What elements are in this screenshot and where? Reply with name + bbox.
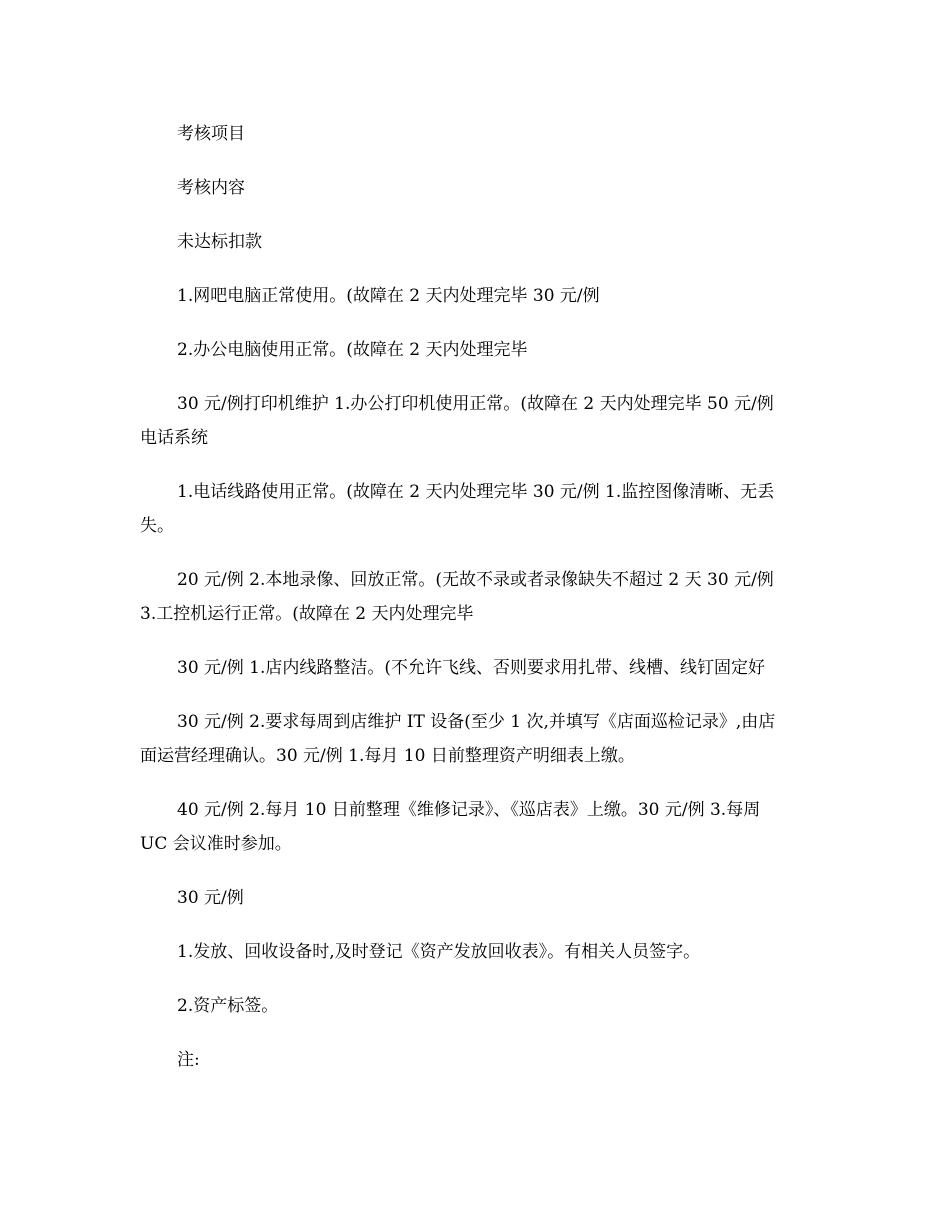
text-line: 面运营经理确认。30 元/例 1.每月 10 日前整理资产明细表上缴。 (140, 746, 635, 766)
text-line: 40 元/例 2.每月 10 日前整理《维修记录》、《巡店表》上缴。30 元/例 3.每周 (177, 800, 761, 820)
text-line: 2.办公电脑使用正常。(故障在 2 天内处理完毕 (177, 340, 528, 360)
text-line: 失。 (140, 516, 174, 536)
text-line: 30 元/例 (177, 888, 244, 908)
text-line: 30 元/例 1.店内线路整洁。(不允许飞线、否则要求用扎带、线槽、线钉固定好 (177, 658, 766, 678)
text-line: 注: (177, 1050, 200, 1070)
text-line: 1.发放、回收设备时,及时登记《资产发放回收表》。有相关人员签字。 (177, 942, 701, 962)
text-line: 20 元/例 2.本地录像、回放正常。(无故不录或者录像缺失不超过 2 天 30 元/例 (177, 570, 774, 590)
text-line: 30 元/例 2.要求每周到店维护 IT 设备(至少 1 次,并填写《店面巡检记录》,由店 (177, 712, 776, 732)
text-line: 电话系统 (140, 428, 208, 448)
text-line: UC 会议准时参加。 (140, 834, 292, 854)
text-line: 3.工控机运行正常。(故障在 2 天内处理完毕 (140, 604, 474, 624)
text-line: 考核项目 (177, 124, 245, 144)
text-line: 未达标扣款 (177, 232, 262, 252)
text-line: 30 元/例打印机维护 1.办公打印机使用正常。(故障在 2 天内处理完毕 50 元/例 (177, 394, 774, 414)
text-line: 2.资产标签。 (177, 996, 279, 1016)
text-line: 1.电话线路使用正常。(故障在 2 天内处理完毕 30 元/例 1.监控图像清晰、无丢 (177, 482, 775, 502)
text-line: 考核内容 (177, 178, 245, 198)
text-line: 1.网吧电脑正常使用。(故障在 2 天内处理完毕 30 元/例 (177, 286, 600, 306)
